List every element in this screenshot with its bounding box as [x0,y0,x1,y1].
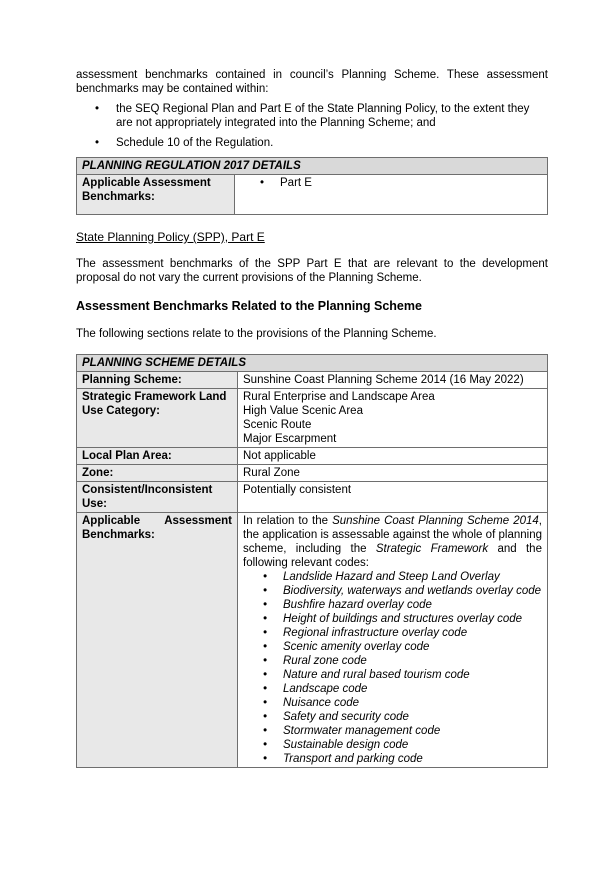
code-item: • Transport and parking code [243,752,542,766]
table-header: PLANNING SCHEME DETAILS [77,355,548,372]
planning-scheme-table [76,354,548,768]
row-label: Consistent/Inconsistent Use: [77,482,238,513]
benchmark-item: • Part E [240,176,542,190]
code-item: • Scenic amenity overlay code [243,640,542,654]
section-paragraph: The following sections relate to the provisions of the Planning Scheme. [76,328,437,340]
intro-bullet-item: • the SEQ Regional Plan and Part E of the State Planning Policy, to the extent they are not appropriately integrated into the Planning Scheme; and [76,102,548,130]
value-line: Major Escarpment [243,433,337,445]
section-heading: State Planning Policy (SPP), Part E [76,230,265,244]
code-item: • Bushfire hazard overlay code [243,598,542,612]
row-label: Zone: [77,465,238,482]
code-list [243,570,542,766]
value-line: Scenic Route [243,419,312,431]
code-item: • Landslide Hazard and Steep Land Overlay [243,570,542,584]
table-header: PLANNING REGULATION 2017 DETAILS [77,158,548,175]
intro-bullet-list [76,102,548,150]
planning-regulation-table [76,157,548,215]
section-heading: Assessment Benchmarks Related to the Planning Scheme [76,299,422,313]
value-line: Rural Enterprise and Landscape Area [243,391,435,403]
code-item: • Sustainable design code [243,738,542,752]
row-value: Not applicable [238,448,548,465]
spp-paragraph: The assessment benchmarks of the SPP Part E that are relevant to the development proposal do not vary the current provisions of the Planning Scheme. [76,258,548,284]
planning-scheme-section [76,299,548,341]
row-label: Strategic Framework Land Use Category: [77,389,238,448]
spp-section [76,230,548,285]
code-item: • Regional infrastructure overlay code [243,626,542,640]
code-item: • Rural zone code [243,654,542,668]
document-page [76,68,548,768]
code-item: • Height of buildings and structures overlay code [243,612,542,626]
code-item: • Safety and security code [243,710,542,724]
code-item: • Nuisance code [243,696,542,710]
code-item: • Nature and rural based tourism code [243,668,542,682]
code-item: • Landscape code [243,682,542,696]
code-item: • Biodiversity, waterways and wetlands overlay code [243,584,542,598]
row-value: Sunshine Coast Planning Scheme 2014 (16 May 2022) [238,372,548,389]
benchmark-intro: In relation to the Sunshine Coast Planning Scheme 2014, the application is assessable against the whole of planning scheme, including the Strategic Framework and the following relevant codes: [243,515,542,569]
row-label: Planning Scheme: [77,372,238,389]
row-label: Applicable Assessment Benchmarks: [77,513,238,768]
code-item: • Stormwater management code [243,724,542,738]
row-label: Applicable Assessment Benchmarks: [77,175,235,215]
intro-paragraph: assessment benchmarks contained in council’s Planning Scheme. These assessment benchmarks may be contained within: [76,69,548,95]
intro-bullet-item: • Schedule 10 of the Regulation. [76,136,548,150]
row-value [238,513,548,768]
row-value [235,175,548,215]
value-line: High Value Scenic Area [243,405,363,417]
row-value [238,389,548,448]
row-value: Rural Zone [238,465,548,482]
row-value: Potentially consistent [238,482,548,513]
row-label: Local Plan Area: [77,448,238,465]
